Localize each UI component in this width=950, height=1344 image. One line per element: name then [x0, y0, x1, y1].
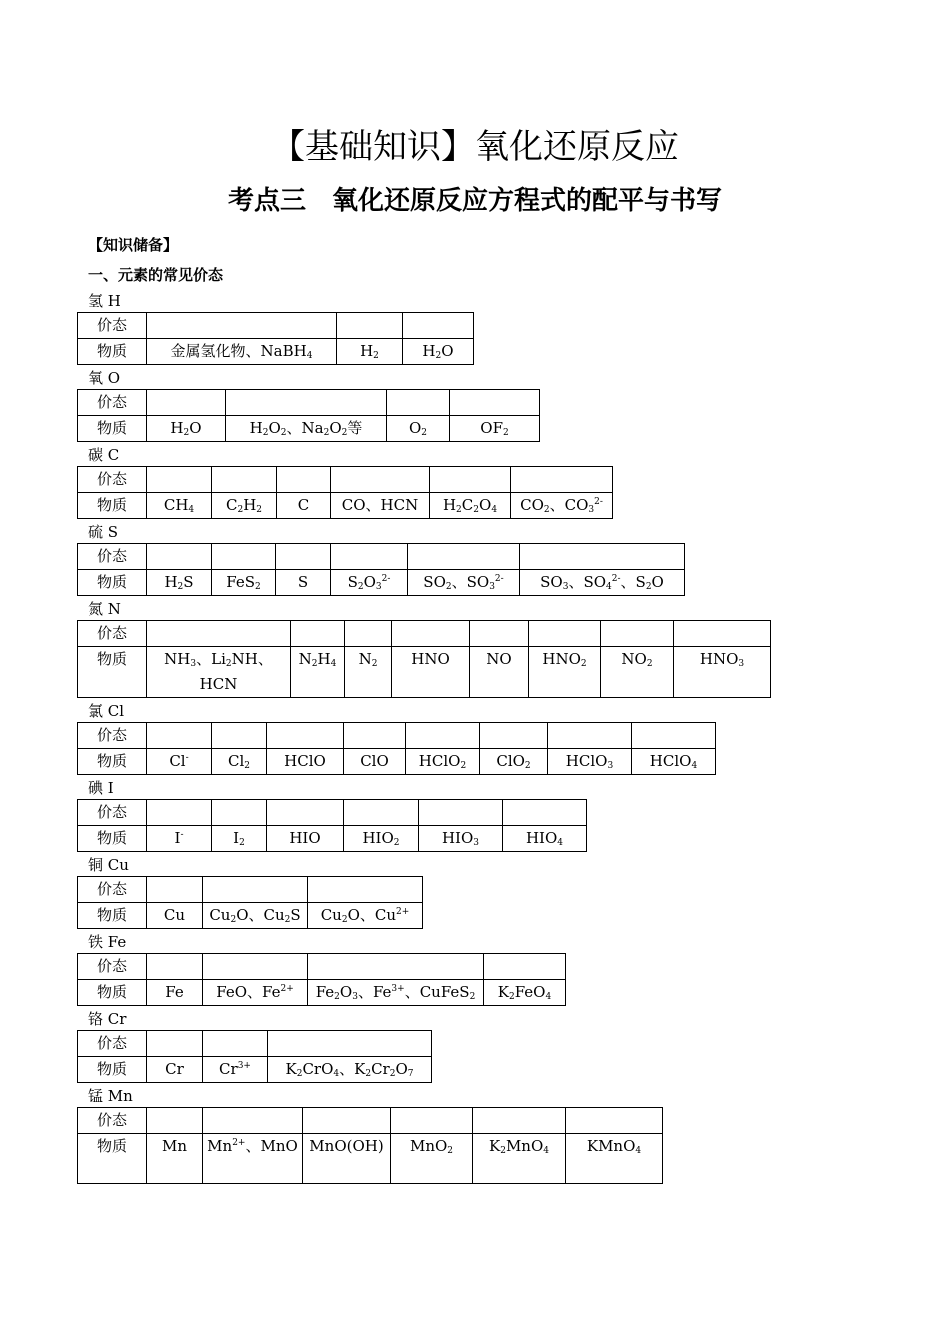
- valence-cell: [344, 723, 406, 749]
- valence-cell: [212, 800, 267, 826]
- valence-cell: [484, 954, 566, 980]
- valence-cell: [337, 313, 403, 339]
- valence-cell: [147, 1108, 203, 1134]
- valence-cell: [147, 723, 212, 749]
- substance-cell: $K_2FeO_4$: [484, 980, 566, 1006]
- valence-cell: [406, 723, 480, 749]
- valence-cell: [277, 467, 331, 493]
- element-label-cr: 铬 Cr: [88, 1010, 127, 1028]
- substance-cell: ClO: [344, 749, 406, 775]
- valence-cell: [303, 1108, 391, 1134]
- valence-cell: [387, 390, 450, 416]
- element-label-h: 氢 H: [88, 292, 121, 310]
- substance-cell: $H_2O_2$、$Na_2O_2$等: [226, 416, 387, 442]
- valence-row-header: 价态: [78, 1108, 147, 1134]
- substance-cell: Cl-: [147, 749, 212, 775]
- valence-table-h: [77, 312, 474, 365]
- valence-cell: [203, 877, 308, 903]
- valence-cell: [147, 467, 212, 493]
- substance-cell: MnO(OH): [303, 1134, 391, 1184]
- substance-cell: Mn: [147, 1134, 203, 1184]
- valence-cell: [419, 800, 503, 826]
- valence-cell: [147, 800, 212, 826]
- substance-cell: MnO$_2$: [391, 1134, 473, 1184]
- valence-cell: [520, 544, 685, 570]
- valence-cell: [147, 954, 203, 980]
- valence-cell: [511, 467, 613, 493]
- valence-cell: [212, 467, 277, 493]
- substance-cell: $Cu_2O$、$Cu_2S$: [203, 903, 308, 929]
- element-label-fe: 铁 Fe: [88, 933, 127, 951]
- substance-cell: $N_2H_4$: [291, 647, 345, 698]
- valence-cell: [267, 723, 344, 749]
- substance-cell: $S_2O_3^{2-}$: [331, 570, 408, 596]
- substance-row-header: 物质: [78, 570, 147, 596]
- element-label-n: 氮 N: [88, 600, 121, 618]
- element-label-o: 氧 O: [88, 369, 121, 387]
- substance-cell: $H_2O$: [147, 416, 226, 442]
- valence-cell: [203, 954, 308, 980]
- element-label-cl: 氯 Cl: [88, 702, 125, 720]
- substance-cell: $H_2C_2O_4$: [430, 493, 511, 519]
- substance-cell: $Fe_2O_3$、$Fe^{3+}$、CuFeS$_2$: [308, 980, 484, 1006]
- substance-cell: I-: [147, 826, 212, 852]
- valence-cell: [345, 621, 392, 647]
- substance-row-header: 物质: [78, 493, 147, 519]
- valence-cell: [331, 467, 430, 493]
- valence-cell: [276, 544, 331, 570]
- valence-cell: [529, 621, 601, 647]
- substance-cell: HClO$_2$: [406, 749, 480, 775]
- substance-cell: S: [276, 570, 331, 596]
- substance-cell: $O_2$: [387, 416, 450, 442]
- substance-cell: KMnO$_4$: [566, 1134, 663, 1184]
- valence-table-o: [77, 389, 540, 442]
- valence-cell: [480, 723, 548, 749]
- valence-table-cr: [77, 1030, 432, 1083]
- substance-cell: $CH_4$: [147, 493, 212, 519]
- substance-row-header: 物质: [78, 1134, 147, 1184]
- valence-row-header: 价态: [78, 313, 147, 339]
- substance-row-header: 物质: [78, 826, 147, 852]
- valence-table-cu: [77, 876, 423, 929]
- substance-cell: NO: [470, 647, 529, 698]
- section-heading: 一、元素的常见价态: [88, 266, 224, 284]
- substance-cell: 金属氢化物、NaBH$_4$: [147, 339, 337, 365]
- valence-cell: [147, 877, 203, 903]
- valence-cell: [212, 723, 267, 749]
- substance-cell: HClO$_4$: [632, 749, 716, 775]
- element-label-mn: 锰 Mn: [88, 1087, 133, 1105]
- substance-cell: $NO_2$: [601, 647, 674, 698]
- page-subtitle: 考点三 氧化还原反应方程式的配平与书写: [227, 186, 722, 216]
- substance-cell: ClO$_2$: [480, 749, 548, 775]
- valence-cell: [147, 313, 337, 339]
- valence-table-i: [77, 799, 587, 852]
- substance-cell: $I_2$: [212, 826, 267, 852]
- substance-cell: $Mn^{2+}$、MnO: [203, 1134, 303, 1184]
- valence-cell: [674, 621, 771, 647]
- substance-cell: $HNO_3$: [674, 647, 771, 698]
- valence-row-header: 价态: [78, 877, 147, 903]
- valence-cell: [268, 1031, 432, 1057]
- element-label-c: 碳 C: [88, 446, 120, 464]
- page-title: 【基础知识】氧化还原反应: [271, 127, 679, 167]
- substance-row-header: 物质: [78, 339, 147, 365]
- valence-cell: [408, 544, 520, 570]
- valence-cell: [308, 877, 423, 903]
- substance-cell: FeO、$Fe^{2+}$: [203, 980, 308, 1006]
- valence-table-cl: [77, 722, 716, 775]
- valence-cell: [267, 800, 344, 826]
- valence-cell: [344, 800, 419, 826]
- valence-table-s: [77, 543, 685, 596]
- valence-cell: [391, 1108, 473, 1134]
- substance-row-header: 物质: [78, 980, 147, 1006]
- valence-row-header: 价态: [78, 544, 147, 570]
- valence-cell: [632, 723, 716, 749]
- substance-cell: HIO: [267, 826, 344, 852]
- substance-cell: $H_2S$: [147, 570, 212, 596]
- valence-cell: [212, 544, 276, 570]
- substance-cell: HClO: [267, 749, 344, 775]
- substance-cell: HNO: [392, 647, 470, 698]
- substance-cell: $CO_2$、$CO_3^{2-}$: [511, 493, 613, 519]
- substance-cell: HClO$_3$: [548, 749, 632, 775]
- element-label-cu: 铜 Cu: [88, 856, 129, 874]
- valence-row-header: 价态: [78, 621, 147, 647]
- substance-cell: $K_2CrO_4$、$K_2Cr_2O_7$: [268, 1057, 432, 1083]
- substance-cell: Cr: [147, 1057, 203, 1083]
- substance-cell: Cu: [147, 903, 203, 929]
- substance-cell: $OF_2$: [450, 416, 540, 442]
- valence-row-header: 价态: [78, 723, 147, 749]
- substance-cell: $HNO_2$: [529, 647, 601, 698]
- valence-cell: [450, 390, 540, 416]
- substance-cell: $HIO_3$: [419, 826, 503, 852]
- valence-cell: [331, 544, 408, 570]
- valence-row-header: 价态: [78, 1031, 147, 1057]
- valence-cell: [291, 621, 345, 647]
- valence-cell: [566, 1108, 663, 1134]
- valence-cell: [548, 723, 632, 749]
- valence-table-n: [77, 620, 771, 698]
- substance-cell: C: [277, 493, 331, 519]
- substance-cell: $N_2$: [345, 647, 392, 698]
- valence-cell: [430, 467, 511, 493]
- element-label-i: 碘 I: [88, 779, 114, 797]
- valence-table-fe: [77, 953, 566, 1006]
- substance-cell: $Cu_2O$、$Cu^{2+}$: [308, 903, 423, 929]
- substance-cell: $H_2$: [337, 339, 403, 365]
- valence-cell: [601, 621, 674, 647]
- knowledge-heading: 【知识储备】: [88, 236, 179, 254]
- valence-cell: [203, 1108, 303, 1134]
- substance-row-header: 物质: [78, 1057, 147, 1083]
- valence-table-mn: [77, 1107, 663, 1184]
- substance-row-header: 物质: [78, 416, 147, 442]
- valence-cell: [308, 954, 484, 980]
- substance-cell: $SO_3$、$SO_4^{2-}$、$S_2O$: [520, 570, 685, 596]
- valence-row-header: 价态: [78, 390, 147, 416]
- substance-row-header: 物质: [78, 749, 147, 775]
- valence-cell: [147, 544, 212, 570]
- substance-cell: FeS$_2$: [212, 570, 276, 596]
- substance-cell: CO、HCN: [331, 493, 430, 519]
- valence-row-header: 价态: [78, 467, 147, 493]
- substance-cell: $K_2MnO_4$: [473, 1134, 566, 1184]
- valence-cell: [226, 390, 387, 416]
- substance-row-header: 物质: [78, 647, 147, 698]
- substance-cell: $HIO_4$: [503, 826, 587, 852]
- valence-row-header: 价态: [78, 800, 147, 826]
- element-label-s: 硫 S: [88, 523, 119, 541]
- substance-cell: $SO_2$、$SO_3^{2-}$: [408, 570, 520, 596]
- substance-cell: $H_2O$: [403, 339, 474, 365]
- valence-cell: [147, 621, 291, 647]
- substance-row-header: 物质: [78, 903, 147, 929]
- valence-cell: [403, 313, 474, 339]
- valence-cell: [392, 621, 470, 647]
- valence-cell: [470, 621, 529, 647]
- valence-cell: [147, 390, 226, 416]
- valence-cell: [473, 1108, 566, 1134]
- substance-cell: $HIO_2$: [344, 826, 419, 852]
- substance-cell: $Cl_2$: [212, 749, 267, 775]
- valence-cell: [203, 1031, 268, 1057]
- substance-cell: $Cr^{3+}$: [203, 1057, 268, 1083]
- valence-cell: [503, 800, 587, 826]
- substance-cell: Fe: [147, 980, 203, 1006]
- substance-cell: $NH_3$、$Li_2NH$、HCN: [147, 647, 291, 698]
- substance-cell: $C_2H_2$: [212, 493, 277, 519]
- valence-row-header: 价态: [78, 954, 147, 980]
- valence-table-c: [77, 466, 613, 519]
- valence-cell: [147, 1031, 203, 1057]
